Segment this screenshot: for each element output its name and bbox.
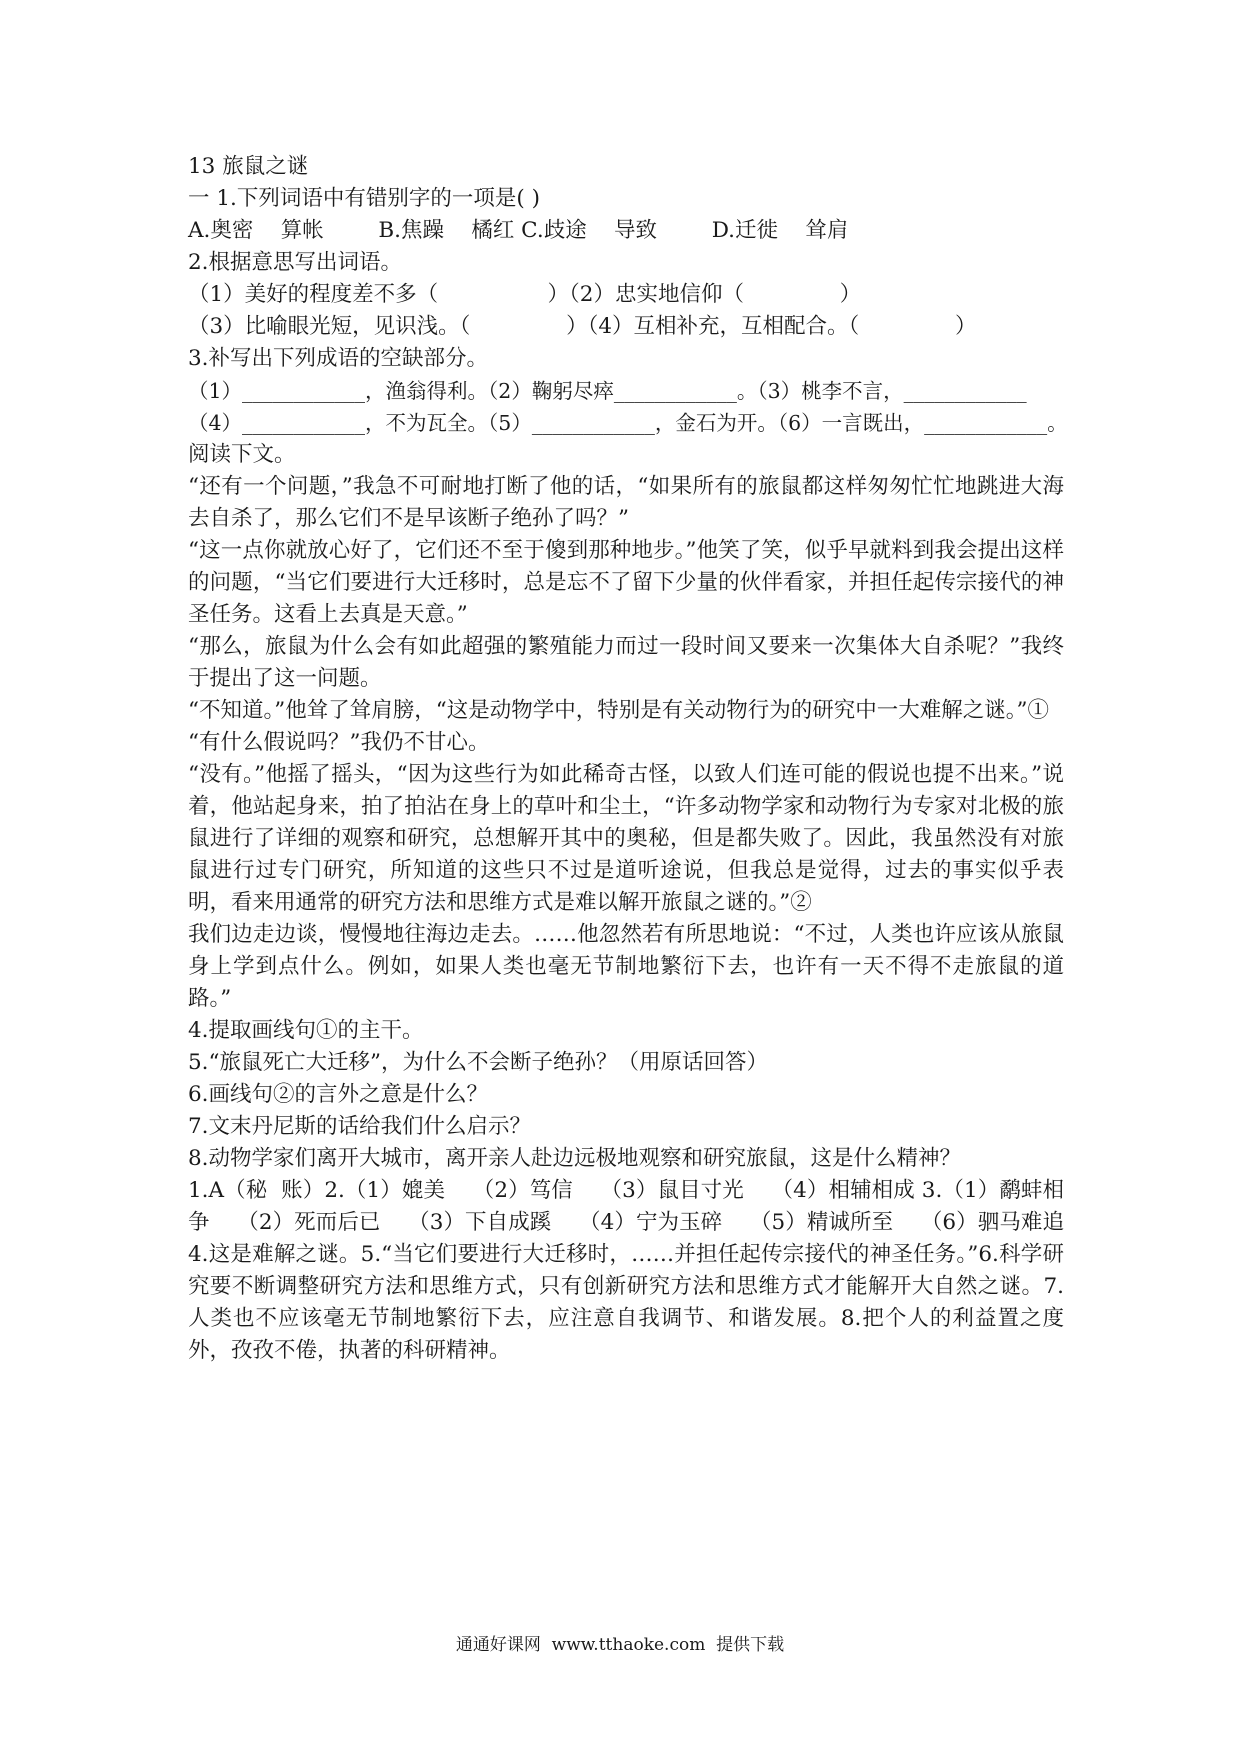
question-4: 4.提取画线句①的主干。 [188, 1018, 424, 1043]
page-footer: 通通好课网 www.tthaoke.com 提供下载 [455, 1635, 785, 1655]
question-5: 5.“旅鼠死亡大迁移”，为什么不会断子绝孙？（用原话回答） [188, 1050, 768, 1075]
passage-paragraph: 我们边走边谈，慢慢地往海边走去。……他忽然若有所思地说：“不过，人类也许应该从旅鼠身上学到点什么。例如，如果人类也毫无节制地繁衍下去，也许有一天不得不走旅鼠的道路。” [188, 922, 1064, 1011]
question-2-line-1: （1）美好的程度差不多（ ）（2）忠实地信仰（ ） [188, 282, 862, 307]
question-2: 2.根据意思写出词语。 [188, 250, 403, 275]
question-1-options: A.奥密 算帐 B.焦躁 橘红 C.歧途 导致 D.迁徙 耸肩 [188, 218, 849, 243]
question-3-line-2: （4）____________，不为瓦全。（5）____________，金石为开。（6）一言既出，____________。 [188, 411, 1068, 435]
question-8: 8.动物学家们离开大城市，离开亲人赴边远极地观察和研究旅鼠，这是什么精神？ [188, 1146, 962, 1171]
worksheet [188, 151, 1071, 1367]
passage-paragraph: “没有。”他摇了摇头，“因为这些行为如此稀奇古怪，以致人们连可能的假说也提不出来。”说着，他站起身来，拍了拍沾在身上的草叶和尘土，“许多动物学家和动物行为专家对北极的旅鼠进行了详细的观察和研究，总想解开其中的奥秘，但是都失败了。因此，我虽然没有对旅鼠进行过专门研究，所知道的这些只不过是道听途说，但我总是觉得，过去的事实似乎表明，看来用通常的研究方法和思维方式是难以解开旅鼠之谜的。”② [188, 762, 1064, 915]
question-1: 一 1.下列词语中有错别字的一项是( ) [188, 186, 540, 211]
question-2-line-2: （3）比喻眼光短，见识浅。（ ）（4）互相补充，互相配合。（ ） [188, 314, 977, 339]
passage-paragraph: “有什么假说吗？”我仍不甘心。 [188, 730, 490, 755]
answer-key: 1.A（秘 账）2.（1）媲美 （2）笃信 （3）鼠目寸光 （4）相辅相成 3.（1）鹬蚌相争 （2）死而后已 （3）下自成蹊 （4）宁为玉碎 （5）精诚所至 （6）驷马难追 4.这是难解之谜。5.“当它们要进行大迁移时，……并担任起传宗接代的神圣任务。”6.科学研究要不断调整研究方法和思维方式，只有创新研究方法和思维方式才能解开大自然之谜。7.人类也不应该毫无节制地繁衍下去，应注意自我调节、和谐发展。8.把个人的利益置之度外，孜孜不倦，执著的科研精神。 [188, 1178, 1071, 1363]
question-3-line-1: （1）____________，渔翁得利。（2）鞠躬尽瘁____________。（3）桃李不言，____________ [188, 379, 1027, 403]
reading-intro: 阅读下文。 [188, 442, 296, 467]
question-7: 7.文末丹尼斯的话给我们什么启示？ [188, 1114, 532, 1139]
page-title: 13 旅鼠之谜 [188, 154, 309, 179]
passage-paragraph: “不知道。”他耸了耸肩膀，“这是动物学中，特别是有关动物行为的研究中一大难解之谜。”① [188, 698, 1049, 723]
question-3: 3.补写出下列成语的空缺部分。 [188, 346, 489, 371]
passage-paragraph: “还有一个问题，”我急不可耐地打断了他的话，“如果所有的旅鼠都这样匆匆忙忙地跳进大海去自杀了，那么它们不是早该断子绝孙了吗？” [188, 474, 1064, 531]
passage-paragraph: “那么，旅鼠为什么会有如此超强的繁殖能力而过一段时间又要来一次集体大自杀呢？”我终于提出了这一问题。 [188, 634, 1064, 691]
question-6: 6.画线句②的言外之意是什么？ [188, 1082, 489, 1107]
passage-paragraph: “这一点你就放心好了，它们还不至于傻到那种地步。”他笑了笑，似乎早就料到我会提出这样的问题，“当它们要进行大迁移时，总是忘不了留下少量的伙伴看家，并担任起传宗接代的神圣任务。这看上去真是天意。” [188, 538, 1064, 627]
